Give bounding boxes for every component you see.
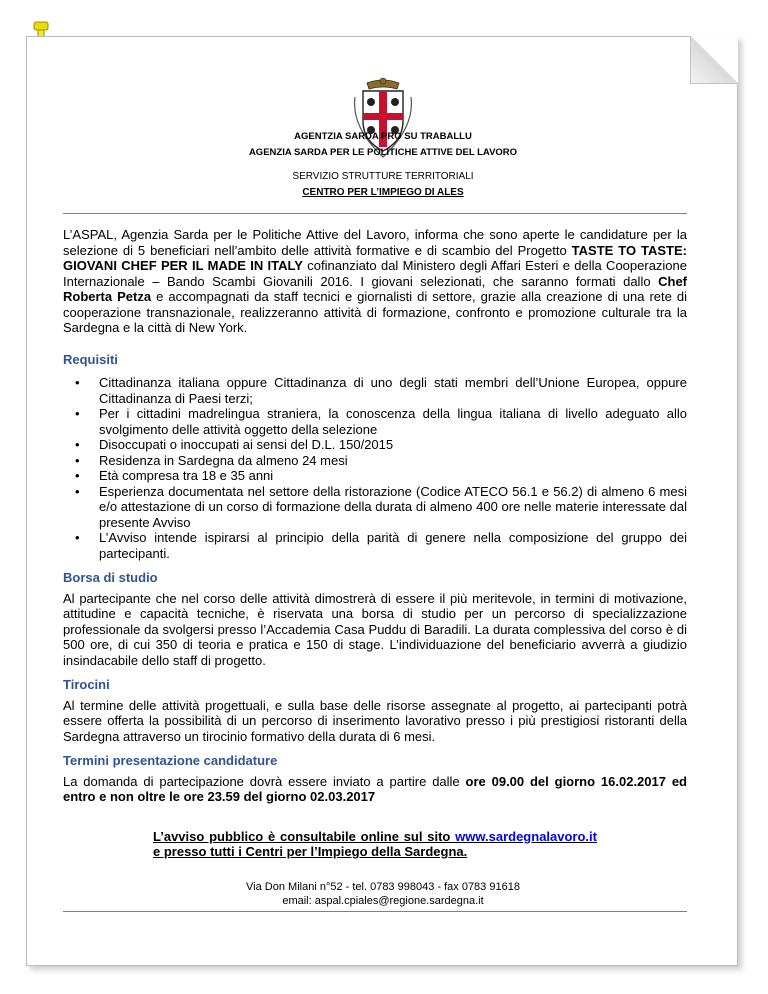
borsa-paragraph: Al partecipante che nel corso delle attività dimostrerà di essere il più meritevole, in termini di motivazione, attitudine e capacità tecniche, è riservata una borsa di studio per un percorso di specializzazione professionale da svolgersi presso l’Accademia Casa Puddu di Baradili. La durata complessiva del corso è di 500 ore, di cui 350 di teoria e pratica e 150 di stage. L’individuazione del beneficiario avverrà a giudizio insindacabile dello staff di progetto. bbox=[63, 590, 687, 668]
footer-address: Via Don Milani n°52 - tel. 0783 998043 - fax 0783 91618 bbox=[246, 881, 520, 893]
chef-name: Chef Roberta Petza bbox=[63, 273, 687, 304]
list-item: • Disoccupati o inoccupati ai sensi del D.L. 150/2015 bbox=[63, 437, 687, 453]
tirocini-paragraph: Al termine delle attività progettuali, e sulla base delle risorse assegnate al progetto, ai partecipanti potrà essere offerta la possibilità di un percorso di inserimento lavorativo presso i più prestigiosi ristoranti della Sardegna attraverso un tirocinio formativo della durata di 6 mesi. bbox=[63, 697, 687, 744]
borsa-heading: Borsa di studio bbox=[63, 570, 158, 585]
notice-paragraph: L’avviso pubblico è consultabile online sul sito www.sardegnalavoro.it e presso tutti i Centri per l’Impiego della Sardegna. bbox=[153, 828, 597, 859]
header-divider bbox=[63, 213, 687, 214]
requisiti-list bbox=[63, 375, 687, 561]
document-body bbox=[63, 227, 687, 860]
termini-heading: Termini presentazione candidature bbox=[63, 753, 278, 768]
list-item: • Residenza in Sardegna da almeno 24 mesi bbox=[63, 453, 687, 469]
requisiti-heading: Requisiti bbox=[63, 351, 118, 367]
termini-paragraph: La domanda di partecipazione dovrà essere inviato a partire dalle ore 09.00 del giorno 16.02.2017 ed entro e non oltre le ore 23.59 del giorno 02.03.2017 bbox=[63, 773, 688, 804]
document-page bbox=[26, 36, 738, 966]
list-item: • Esperienza documentata nel settore della ristorazione (Codice ATECO 56.1 e 56.2) di almeno 6 mesi e/o attestazione di un corso di formazione della durata di almeno 400 ore nelle materie interessate dal presente Avviso bbox=[63, 484, 687, 531]
footer-email: email: aspal.cpiales@regione.sardegna.it bbox=[282, 895, 484, 907]
project-name: TASTE TO TASTE: GIOVANI CHEF PER IL MADE IN ITALY bbox=[63, 242, 687, 273]
list-item: • Età compresa tra 18 e 35 anni bbox=[63, 468, 687, 484]
intro-paragraph: L’ASPAL, Agenzia Sarda per le Politiche Attive del Lavoro, informa che sono aperte le candidature per la selezione di 5 beneficiari nell’ambito delle attività formative e di scambio del Progetto TASTE TO TASTE: GIOVANI CHEF PER IL MADE IN ITALY cofinanziato dal Ministero degli Affari Esteri e della Cooperazione Internazionale – Bando Scambi Giovanili 2016. I giovani selezionati, che saranno formati dallo Chef Roberta Petza e accompagnati da staff tecnici e giornalisti di settore, grazie alla creazione di una rete di cooperazione transnazionale, realizzeranno attività di formazione, confronto e promozione culturale tra la Sardegna e la città di New York. bbox=[63, 227, 687, 335]
centro-name: CENTRO PER L’IMPIEGO DI ALES bbox=[302, 187, 464, 198]
list-item: • L’Avviso intende ispirarsi al principio della parità di genere nella composizione del gruppo dei partecipanti. bbox=[63, 530, 687, 561]
deadline-text: ore 09.00 del giorno 16.02.2017 ed entro e non oltre le ore 23.59 del giorno 02.03.2017 bbox=[63, 773, 688, 804]
agency-name-italian: AGENZIA SARDA PER LE POLITICHE ATTIVE DEL LAVORO bbox=[248, 147, 518, 158]
footer-divider bbox=[63, 911, 687, 912]
website-link[interactable]: www.sardegnalavoro.it bbox=[455, 828, 597, 844]
agency-name-sardinian: AGENTZIA SARDA PRO SU TRABALLU bbox=[294, 131, 472, 142]
tirocini-heading: Tirocini bbox=[63, 677, 110, 692]
service-name: SERVIZIO STRUTTURE TERRITORIALI bbox=[292, 171, 474, 182]
page-corner-fold bbox=[690, 36, 738, 84]
list-item: • Per i cittadini madrelingua straniera, la conoscenza della lingua italiana di livello adeguato allo svolgimento delle attività oggetto della selezione bbox=[63, 406, 687, 437]
list-item: • Cittadinanza italiana oppure Cittadinanza di uno degli stati membri dell’Unione Europea, oppure Cittadinanza di Paesi terzi; bbox=[63, 375, 687, 406]
